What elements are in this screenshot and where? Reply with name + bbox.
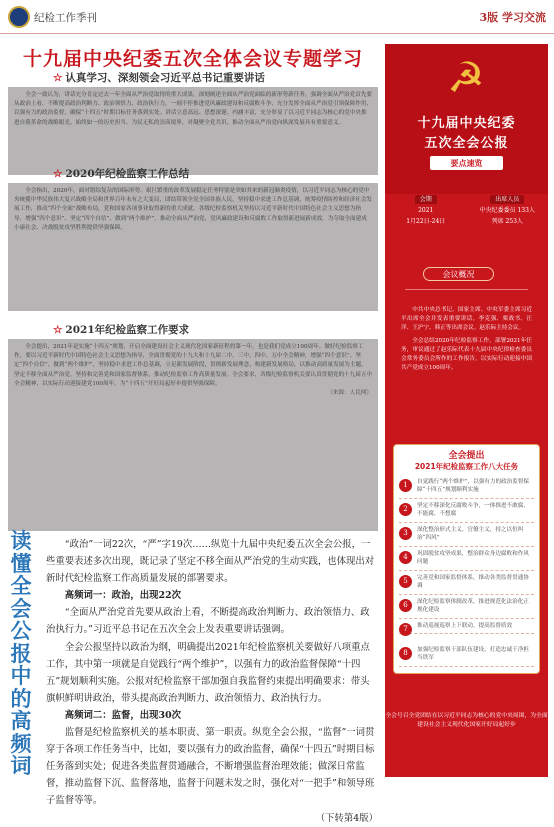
task-number: 7 bbox=[399, 623, 412, 636]
task-item: 2 坚定不移深化反腐败斗争，一体推进不敢腐、不能腐、不想腐 bbox=[399, 500, 534, 523]
article-paragraph: “全面从严治党首先要从政治上看，不断提高政治判断力、政治领悟力、政治执行力。”习近平总书记在五次全会上发表重要讲话强调。 bbox=[46, 607, 370, 636]
article-paragraph: 监督是纪检监察机关的基本职责、第一职责。纵览全会公报，“监督”一词贯穿于各项工作任务当中，比如，要以强有力的政治监督，确保“十四五”时期目标任务落到实处；促进各类监督贯通融合，不断增强监督治理效能；做深日常监督，推动监督下沉、监督落地，监督于问题未发之时，强化对“一把手”和领导班子监督等等。 bbox=[46, 727, 375, 807]
section-1 bbox=[8, 69, 378, 175]
task-item: 8 加强纪检监察干部队伍建设，打造忠诚干净担当铁军 bbox=[399, 644, 534, 667]
star-icon: ☆ bbox=[53, 168, 63, 180]
star-icon: ☆ bbox=[53, 72, 63, 84]
panel-banner bbox=[385, 44, 548, 194]
task-item: 7 推动巡视巡察上下联动，提高监督质效 bbox=[399, 620, 534, 634]
panel-pill: 要点速览 bbox=[430, 156, 503, 170]
source-note: （来源：人民网） bbox=[327, 390, 372, 397]
panel-slogan: 全会号召全党团结在以习近平同志为核心的党中央周围，为全面建设社会主义现代化国家开好局起好步 bbox=[385, 713, 548, 728]
task-number: 2 bbox=[399, 503, 412, 516]
sidebar-label: 读懂全会公报中的高频词 bbox=[10, 529, 32, 778]
task-number: 1 bbox=[399, 479, 412, 492]
section-body: 全会一致认为，讲话充分肯定过去一年全面从严治党取得的重大成果，深刻阐述全面从严治党面临的新形势新任务，强调全面从严治党首先要从政治上看，不断提高政治判断力、政治领悟力、政治执行力，一刻不停推进党风廉政建设和反腐败斗争，充分发挥全面从严治党引领保障作用，以强有力的政治监督，确保“十四五”时期目标任务落到实处。讲话立意高远、思想深邃、内涵丰富，充分彰显了以习近平同志为核心的党中央推进自我革命的战略眼光、始终如一的历史担当、为民无私的崇高境界，对凝聚全党共识、推动全面从严治党向纵深发展具有重要意义。 bbox=[8, 87, 378, 175]
tasks-heading: 全会提出 bbox=[448, 451, 485, 461]
page-tag: 3版 学习交流 bbox=[479, 11, 546, 24]
section-3 bbox=[8, 321, 378, 531]
task-item: 1 自觉践行“两个维护”，以强有力的政治监督保障“十四五”规划顺利实施 bbox=[399, 476, 534, 499]
panel-title-2: 五次全会公报 bbox=[424, 136, 509, 151]
keyword-heading: 高频词一：政治，出现22次 bbox=[64, 590, 181, 602]
tasks-title: 2021年纪检监察工作八大任务 bbox=[414, 462, 519, 471]
party-emblem-icon: ☭ bbox=[447, 53, 485, 102]
section-heading: ☆ 2021年纪检监察工作要求 bbox=[53, 324, 190, 336]
task-number: 6 bbox=[399, 599, 412, 612]
overview-heading: 会议概况 bbox=[423, 267, 494, 281]
panel-title-1: 十九届中央纪委 bbox=[417, 116, 516, 131]
task-number: 5 bbox=[399, 575, 412, 588]
task-item: 4 巩固脱贫攻坚成果，整治群众身边腐败和作风问题 bbox=[399, 548, 534, 571]
task-item: 3 深化整治形式主义、官僚主义，持之以恒纠治“四风” bbox=[399, 524, 534, 547]
meeting-facts: 会期 出席人员 2021 中央纪委委员 133人 1月22日-24日 列席 253人 bbox=[406, 196, 535, 225]
article-intro: “政治”一词22次，“严”字19次……纵览十九届中央纪委五次全会公报，一些重要表述多次出现，既记录了坚定不移全面从严治党的生动实践，也体现出对新时代纪检监察工作高质量发展的部署要求。 bbox=[46, 539, 375, 585]
article bbox=[46, 536, 378, 827]
keyword-heading: 高频词二：监督，出现30次 bbox=[64, 709, 181, 721]
continued-note: （下转第4版） bbox=[315, 812, 378, 824]
article-paragraph: 全会公报坚持以政治为纲，明确提出2021年纪检监察机关要做好八项重点工作，其中第一项就是自觉践行“两个维护”，以强有力的政治监督保障“十四五”规划顺利实施。公报对纪检监察干部加强自我监督约束提出明确要求：带头旗帜鲜明讲政治，带头提高政治判断力、政治领悟力、政治执行力。 bbox=[46, 641, 370, 704]
star-icon: ☆ bbox=[53, 324, 63, 336]
emblem-icon bbox=[8, 6, 30, 28]
section-heading: ☆ 认真学习、深刻领会习近平总书记重要讲话 bbox=[53, 72, 265, 84]
section-2 bbox=[8, 165, 378, 311]
section-body: 全会提出，2021年是实施“十四五”规划，开启全面建设社会主义现代化国家新征程的第一年，也是我们党成立100周年。做好纪检监察工作，要以习近平新时代中国特色社会主义思想为指导，全面贯彻党的十九大和十九届二中、三中、四中、五中全会精神，增强“四个意识”、坚定“四个自信”、做到“两个维护”，坚持稳中求进工作总基调，立足新发展阶段，贯彻新发展理念，构建新发展格局，以推动高质量发展为主题，坚定不移全面从严治党，坚持和完善党和国家监督体系，推动纪检监察工作高质量发展。全会要求，各级纪检监察机关要认真贯彻党的十九届五中全会精神，以实际行动迎接建党100周年，为“十四五”开好局起好步提供坚强保障。 （来源：人民网） bbox=[8, 339, 378, 531]
publication-name: 纪检工作季刊 bbox=[34, 12, 97, 24]
task-item: 5 完善党和国家监督体系，推动各类监督贯通协调 bbox=[399, 572, 534, 595]
section-heading: ☆ 2020年纪检监察工作总结 bbox=[53, 168, 190, 180]
overview-text: 中共中央总书记、国家主席、中央军委主席习近平出席全会并发表重要讲话。李克强、栗战书、汪洋、王沪宁、韩正等出席会议。赵乐际主持会议。 全会总结2020年纪检监察工作，部署2021年任务，审议通过了赵乐际代表十九届中央纪律检查委员会常务委员会所作的工作报告，以实际行动迎接中国共产党成立100周年。 bbox=[401, 307, 532, 371]
summary-panel bbox=[385, 44, 548, 777]
task-number: 8 bbox=[399, 647, 412, 660]
task-number: 3 bbox=[399, 527, 412, 540]
task-item: 6 深化纪检监察体制改革，推进规范化法治化正规化建设 bbox=[399, 596, 534, 619]
page-title: 十九届中央纪委五次全体会议专题学习 bbox=[22, 48, 363, 70]
section-body: 全会指出，2020年，面对错综复杂的国际形势、艰巨繁重的改革发展稳定任务特别是突如其来的新冠肺炎疫情，以习近平同志为核心的党中央统揽中华民族伟大复兴战略全局和世界百年未有之大变局，团结带领全党全国各族人民，坚持稳中求进工作总基调，统筹疫情防控和经济社会发展工作，推动“四个全面”战略布局，党和国家各项事业取得新的重大成就。各级纪检监察机关坚持以习近平新时代中国特色社会主义思想为指导，增强“四个意识”、坚定“四个自信”、做到“两个维护”，推动全面从严治党、党风廉政建设和反腐败工作取得新进展新成效，为夺取全面建成小康社会、决战脱贫攻坚胜利提供坚强保障。 bbox=[8, 183, 378, 311]
task-number: 4 bbox=[399, 551, 412, 564]
page-header bbox=[0, 0, 554, 34]
